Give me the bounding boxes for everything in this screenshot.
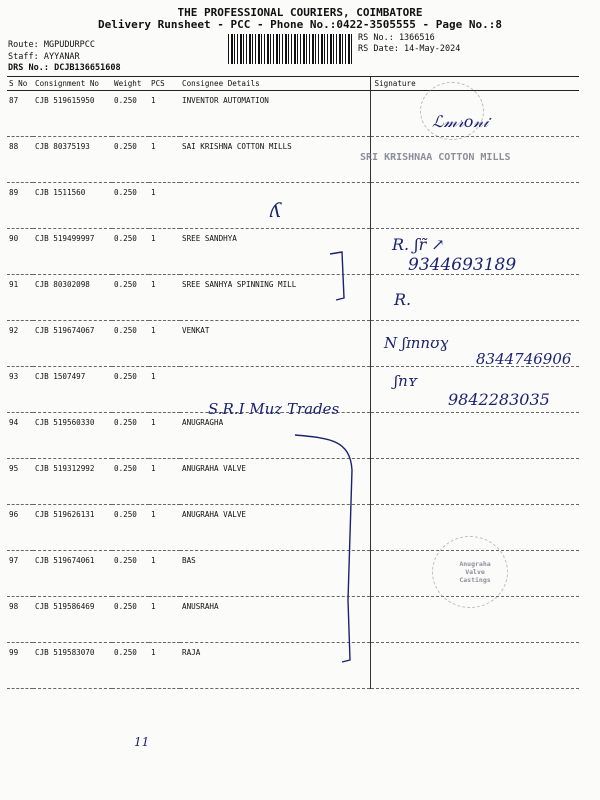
handwritten-bracket: [290, 250, 370, 670]
row-weight: 0.250: [112, 321, 149, 367]
signature-row90: R. ʃr̃ ↗: [392, 235, 445, 254]
row-consignment-no: CJB 519560330: [33, 413, 112, 459]
row-consignment-no: CJB 80375193: [33, 137, 112, 183]
signature-row87: ℒ𝓂𝓇𝑜𝓃𝒾: [432, 112, 489, 131]
row-sno: 87: [7, 91, 33, 137]
row-consignee: ANUGRAHA VALVE: [180, 459, 370, 505]
row-consignment-no: CJB 519626131: [33, 505, 112, 551]
row-consignment-no: CJB 80302098: [33, 275, 112, 321]
row-weight: 0.250: [112, 229, 149, 275]
row-sno: 96: [7, 505, 33, 551]
footer-mark: 11: [134, 735, 150, 749]
row-weight: 0.250: [112, 413, 149, 459]
row-consignee: SREE SANDHYA: [180, 229, 370, 275]
row-weight: 0.250: [112, 643, 149, 689]
row-consignment-no: CJB 519583070: [33, 643, 112, 689]
valve-stamp-text: Anugraha Valve Castings: [459, 560, 491, 584]
row-weight: 0.250: [112, 505, 149, 551]
table-row: [7, 91, 579, 137]
row-sno: 98: [7, 597, 33, 643]
handwritten-note-row93: S.R.I Muz Trades: [208, 400, 340, 418]
row-consignee: ANUSRAHA: [180, 597, 370, 643]
runsheet-subtitle: Delivery Runsheet - PCC - Phone No.:0422-3505555 - Page No.:8: [98, 18, 502, 31]
row-signature-cell: [370, 459, 579, 505]
row-weight: 0.250: [112, 137, 149, 183]
row-pcs: 1: [149, 643, 180, 689]
row-weight: 0.250: [112, 551, 149, 597]
row-weight: 0.250: [112, 597, 149, 643]
row-pcs: 1: [149, 597, 180, 643]
row-weight: 0.250: [112, 275, 149, 321]
cotton-mills-stamp: SRI KRISHNAA COTTON MILLS: [360, 152, 511, 163]
col-consignment: Consignment No: [33, 77, 112, 91]
document-title: THE PROFESSIONAL COURIERS, COIMBATORE: [177, 6, 423, 19]
col-signature: Signature: [370, 77, 579, 91]
row-weight: 0.250: [112, 367, 149, 413]
row-consignment-no: CJB 519312992: [33, 459, 112, 505]
row-pcs: 1: [149, 367, 180, 413]
row-sno: 97: [7, 551, 33, 597]
col-consignee: Consignee Details: [180, 77, 370, 91]
row-consignment-no: CJB 1507497: [33, 367, 112, 413]
row-sno: 91: [7, 275, 33, 321]
row-pcs: 1: [149, 505, 180, 551]
rs-number: RS No.: 1366516: [358, 33, 435, 43]
row-consignee: SAI KRISHNA COTTON MILLS: [180, 137, 370, 183]
col-weight: Weight: [112, 77, 149, 91]
signature-row93: ʃnʏ: [394, 372, 418, 390]
drs-label: DRS No.:: [8, 63, 49, 73]
handwritten-phone-3: 9842283035: [448, 390, 550, 409]
handwritten-phone-2: 8344746906: [476, 350, 572, 368]
row-consignment-no: CJB 1511560: [33, 183, 112, 229]
row-weight: 0.250: [112, 91, 149, 137]
row-consignment-no: CJB 519499997: [33, 229, 112, 275]
row-consignee: VENKAT: [180, 321, 370, 367]
staff-label: Staff:: [8, 52, 39, 62]
row-consignment-no: CJB 519674067: [33, 321, 112, 367]
row-signature-cell: [370, 643, 579, 689]
row-sno: 93: [7, 367, 33, 413]
row-consignment-no: CJB 519615950: [33, 91, 112, 137]
handwritten-phone-1: 9344693189: [408, 255, 517, 275]
row-pcs: 1: [149, 551, 180, 597]
col-pcs: PCS: [149, 77, 180, 91]
row-sno: 92: [7, 321, 33, 367]
row-consignee: ANUGRAHA VALVE: [180, 505, 370, 551]
row-consignment-no: CJB 519674061: [33, 551, 112, 597]
row-sno: 95: [7, 459, 33, 505]
staff-value: AYYANAR: [43, 52, 80, 62]
drs-value: DCJB136651608: [54, 63, 121, 73]
row-signature-cell: [370, 413, 579, 459]
row-sno: 89: [7, 183, 33, 229]
route-line: [8, 40, 95, 50]
row-pcs: 1: [149, 229, 180, 275]
row-consignee: RAJA: [180, 643, 370, 689]
scribble-row89: ʎ: [270, 198, 282, 222]
row-consignment-no: CJB 519586469: [33, 597, 112, 643]
row-consignee: SREE SANHYA SPINNING MILL: [180, 275, 370, 321]
col-sno: S No: [7, 77, 33, 91]
barcode-image: [228, 34, 352, 64]
row-sno: 99: [7, 643, 33, 689]
table-header-row: [7, 77, 579, 91]
rs-date: RS Date: 14-May-2024: [358, 44, 461, 54]
route-value: MGPUDURPCC: [43, 40, 96, 50]
row-sno: 90: [7, 229, 33, 275]
signature-row92: N ʃɪnnʊɣ: [384, 334, 449, 352]
row-pcs: 1: [149, 183, 180, 229]
company-stamp-row87: [420, 82, 484, 140]
staff-line: [8, 52, 80, 62]
drs-line: [8, 63, 121, 73]
row-signature-cell: [370, 183, 579, 229]
signature-row91: R.: [394, 290, 412, 309]
row-consignee: ANUGRAGHA: [180, 413, 370, 459]
row-weight: 0.250: [112, 459, 149, 505]
row-pcs: 1: [149, 321, 180, 367]
row-pcs: 1: [149, 137, 180, 183]
row-sno: 94: [7, 413, 33, 459]
row-pcs: 1: [149, 459, 180, 505]
row-pcs: 1: [149, 413, 180, 459]
table-row: [7, 183, 579, 229]
row-sno: 88: [7, 137, 33, 183]
row-pcs: 1: [149, 275, 180, 321]
row-consignee: INVENTOR AUTOMATION: [180, 91, 370, 137]
row-consignee: BAS: [180, 551, 370, 597]
row-weight: 0.250: [112, 183, 149, 229]
route-label: Route:: [8, 40, 39, 50]
row-pcs: 1: [149, 91, 180, 137]
